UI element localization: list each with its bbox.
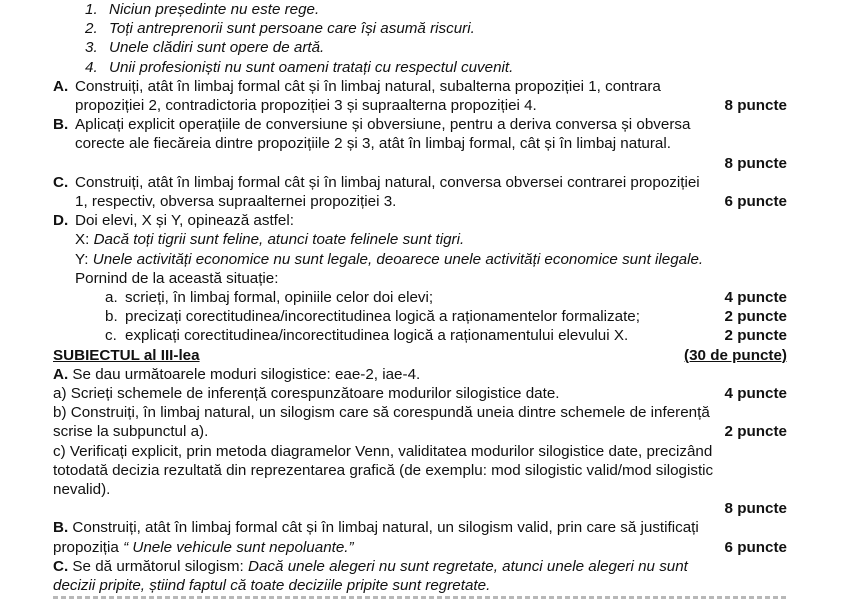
- student-y-opinion: Y: Unele activități economice nu sunt legale, deoarece unele activități economice sunt ilegale.: [75, 250, 704, 268]
- part-d-item-b: b. precizați corectitudinea/incorectitudinea logică a raționamentelor formalizate; 2 puncte: [105, 308, 787, 326]
- part-a: [53, 77, 787, 115]
- part-b: [53, 115, 787, 173]
- subject-3-c-line-1: C. Se dă următorul silogism: Dacă unele alegeri nu sunt regretate, atunci unele alegeri nu sunt: [53, 557, 688, 575]
- proposition-2: 2. Toți antreprenorii sunt persoane care își asumă riscuri.: [85, 20, 475, 38]
- subject-3-a-b-line-2: scrise la subpunctul a). 2 puncte: [53, 423, 787, 441]
- part-c-line-1: C. Construiți, atât în limbaj formal cât și în limbaj natural, conversa obversei contrarei propoziției: [53, 173, 700, 191]
- subject-3-b-line-1: B. Construiți, atât în limbaj formal cât și în limbaj natural, un silogism valid, prin care să justificați: [53, 519, 699, 537]
- part-c-line-2: 1, respectiv, obversa supraalternei propoziției 3. 6 puncte: [75, 193, 787, 211]
- points-label: 2 puncte: [724, 327, 787, 345]
- points-label: 8 puncte: [724, 97, 787, 115]
- subject-3-a-c-line-1: c) Verificați explicit, prin metoda diagramelor Venn, validitatea modurilor silogistice date, precizând: [53, 442, 713, 460]
- proposition-3: 3. Unele clădiri sunt opere de artă.: [85, 39, 325, 57]
- part-a-line-1: A. Construiți, atât în limbaj formal cât și în limbaj natural, subalterna propoziției 1, contrara: [53, 77, 661, 95]
- subject-3-total: (30 de puncte): [684, 346, 787, 364]
- points-label: 4 puncte: [724, 385, 787, 403]
- points-label: 8 puncte: [724, 154, 787, 172]
- cropped-next-line: [53, 592, 787, 600]
- subject-3-heading: SUBIECTUL al III-lea (30 de puncte): [53, 346, 787, 364]
- points-label: 8 puncte: [724, 500, 787, 518]
- part-d-situation: Pornind de la această situație:: [75, 269, 279, 287]
- subject-3-a-a: a) Scrieți schemele de inferență corespunzătoare modurilor silogistice date. 4 puncte: [53, 385, 787, 403]
- proposition-1: 1. Niciun președinte nu este rege.: [85, 1, 320, 18]
- part-d: [53, 211, 787, 345]
- subject-3-a-b-line-1: b) Construiți, în limbaj natural, un silogism care să corespundă uneia dintre schemele de inferență: [53, 404, 710, 422]
- points-label: 6 puncte: [724, 538, 787, 556]
- part-d-item-c: c. explicați corectitudinea/incorectitudinea logică a raționamentului elevului X. 2 puncte: [105, 327, 787, 345]
- subject-3: [53, 346, 787, 596]
- part-b-line-2: corecte ale fiecăreia dintre propozițiile 2 și 3, atât în limbaj formal, cât și în limbaj natural.: [75, 135, 671, 153]
- subject-3-a-c-line-3: nevalid).: [53, 481, 111, 499]
- points-label: 2 puncte: [724, 423, 787, 441]
- part-c: [53, 173, 787, 211]
- propositions-list: [53, 0, 787, 77]
- points-label: 4 puncte: [724, 289, 787, 307]
- points-label: 6 puncte: [724, 193, 787, 211]
- subject-3-a-c-points-row: [53, 499, 787, 518]
- subject-3-c-line-2: decizii pripite, știind faptul că toate deciziile pripite sunt regretate.: [53, 577, 491, 595]
- subject-3-a-intro: A. Se dau următoarele moduri silogistice: eae-2, iae-4.: [53, 365, 421, 383]
- subject-3-b-line-2: propoziția “ Unele vehicule sunt nepoluante.” 6 puncte: [53, 538, 787, 556]
- part-a-line-2: propoziției 2, contradictoria propoziției 3 și supraalterna propoziției 4. 8 puncte: [75, 97, 787, 115]
- points-label: 2 puncte: [724, 308, 787, 326]
- proposition-4: 4. Unii profesioniști nu sunt oameni tratați cu respectul cuvenit.: [85, 58, 514, 76]
- part-b-line-1: B. Aplicați explicit operațiile de conversiune și obversiune, pentru a deriva conversa și obversa: [53, 116, 691, 134]
- subject-3-a-c-line-2: totodată decizia rezultată din reprezentarea grafică (de exemplu: mod silogistic valid/mod silogistic: [53, 461, 714, 479]
- part-d-intro: D. Doi elevi, X și Y, opinează astfel:: [53, 212, 294, 230]
- part-b-points-row: [53, 154, 787, 173]
- part-d-item-a: a. scrieți, în limbaj formal, opiniile celor doi elevi; 4 puncte: [105, 289, 787, 307]
- student-x-opinion: X: Dacă toți tigrii sunt feline, atunci toate felinele sunt tigri.: [75, 231, 465, 249]
